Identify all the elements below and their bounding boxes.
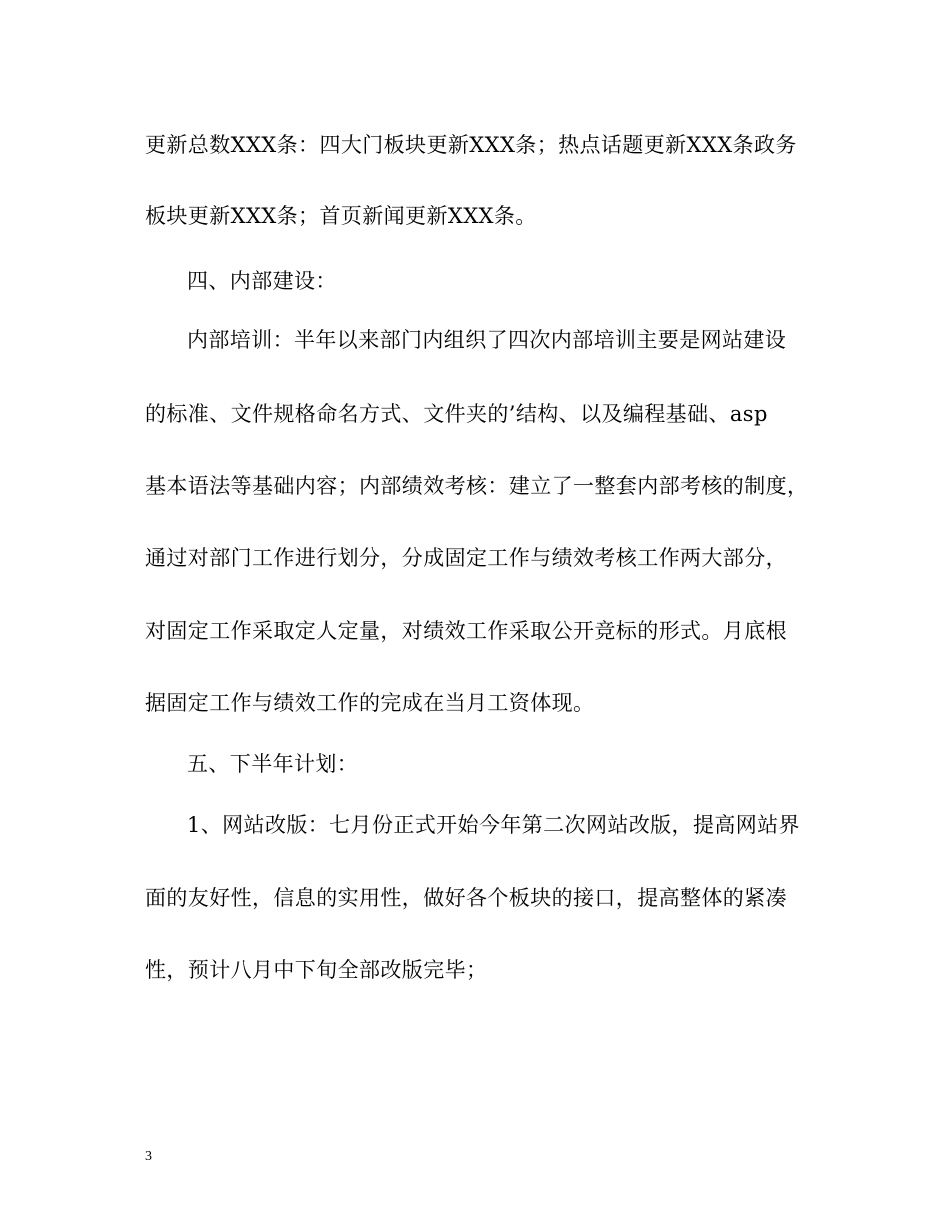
text-line-6: 基本语法等基础内容；内部绩效考核：建立了一整套内部考核的制度， — [145, 474, 809, 498]
section-heading-second-half-plan: 五、下半年计划： — [187, 752, 359, 776]
text-line-8: 对固定工作采取定人定量，对绩效工作采取公开竞标的形式。月底根 — [145, 619, 787, 643]
text-line-13: 性，预计八月中下旬全部改版完毕； — [145, 958, 488, 982]
text-line-7: 通过对部门工作进行划分，分成固定工作与绩效考核工作两大部分， — [145, 546, 787, 570]
text-line-2: 板块更新XXX条；首页新闻更新XXX条。 — [145, 204, 537, 228]
text-line-9: 据固定工作与绩效工作的完成在当月工资体现。 — [145, 691, 595, 715]
text-line-4: 内部培训：半年以来部门内组织了四次内部培训主要是网站建设 — [187, 328, 787, 352]
text-line-1: 更新总数XXX条：四大门板块更新XXX条；热点话题更新XXX条政务 — [145, 133, 797, 157]
section-heading-internal-construction: 四、内部建设： — [187, 269, 337, 293]
text-line-11: 1、网站改版：七月份正式开始今年第二次网站改版，提高网站界 — [187, 813, 800, 837]
text-line-5: 的标准、文件规格命名方式、文件夹的’结构、以及编程基础、asp — [145, 402, 768, 426]
page-number: 3 — [145, 1149, 152, 1164]
text-line-12: 面的友好性，信息的实用性，做好各个板块的接口，提高整体的紧凑 — [145, 886, 787, 910]
